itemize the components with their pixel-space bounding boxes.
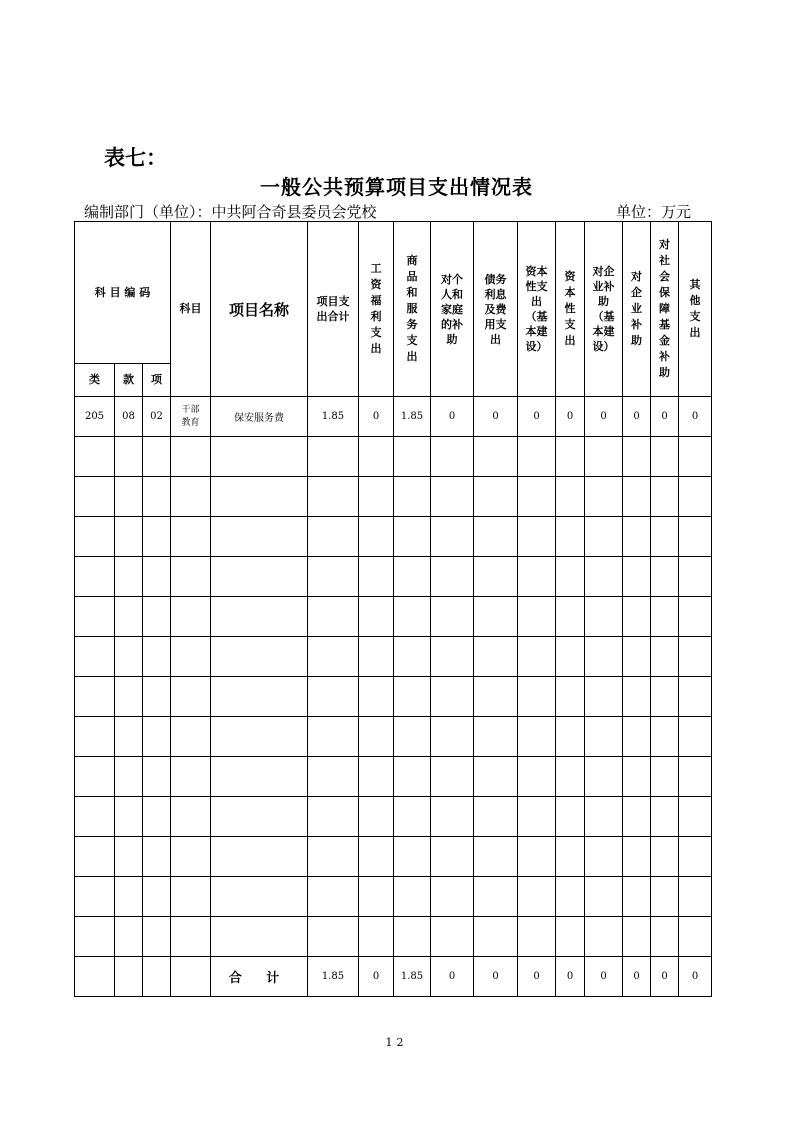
budget-table [74,221,712,997]
cell-enterprise: 0 [623,397,651,437]
totals-personal: 0 [431,957,474,997]
totals-wages: 0 [359,957,394,997]
cell-kuan: 08 [115,397,143,437]
compiling-unit: 编制部门（单位）：中共阿合奇县委员会党校 [84,203,377,221]
cell-capital: 0 [556,397,585,437]
table-row-empty [75,637,712,677]
cell-enterprise-basic: 0 [585,397,623,437]
header-enterprise-basic: 对企业补助（基本建设） [585,222,623,397]
cell-other: 0 [679,397,712,437]
totals-debt: 0 [474,957,518,997]
cell-capital-basic: 0 [518,397,556,437]
cell-personal: 0 [431,397,474,437]
header-wages: 工资福利支出 [359,222,394,397]
totals-enterprise: 0 [623,957,651,997]
cell-project-name: 保安服务费 [211,397,308,437]
cell-goods: 1.85 [394,397,431,437]
table-row-empty [75,917,712,957]
header-debt: 债务利息及费用支出 [474,222,518,397]
cell-xiang: 02 [143,397,171,437]
header-lei: 类 [75,364,115,397]
page-title: 一般公共预算项目支出情况表 [260,175,533,199]
currency-unit: 单位：万元 [616,203,692,221]
cell-social-security: 0 [651,397,679,437]
header-xiang: 项 [143,364,171,397]
totals-empty [171,957,211,997]
totals-social-security: 0 [651,957,679,997]
table-row-empty [75,557,712,597]
table-row-empty [75,477,712,517]
cell-subject: 干部教育 [171,397,211,437]
table-row-empty [75,677,712,717]
totals-capital-basic: 0 [518,957,556,997]
table-row-empty [75,837,712,877]
cell-wages: 0 [359,397,394,437]
table-row-empty [75,517,712,557]
header-subject: 科目 [171,222,211,397]
cell-lei: 205 [75,397,115,437]
table-row-empty [75,757,712,797]
header-kuan: 款 [115,364,143,397]
table-row-empty [75,717,712,757]
totals-goods: 1.85 [394,957,431,997]
totals-label: 合 计 [211,957,308,997]
totals-other: 0 [679,957,712,997]
cell-total: 1.85 [308,397,359,437]
header-capital: 资本性支出 [556,222,585,397]
table-row [75,397,712,437]
totals-empty [75,957,115,997]
totals-row [75,957,712,997]
totals-capital: 0 [556,957,585,997]
header-enterprise: 对企业补助 [623,222,651,397]
table-number: 表七： [104,145,167,170]
header-code-group: 科 目 编 码 [75,222,171,364]
page-number: 12 [385,1036,408,1049]
totals-empty [115,957,143,997]
header-capital-basic: 资本性支出（基本建设） [518,222,556,397]
header-goods: 商品和服务支出 [394,222,431,397]
header-personal: 对个人和家庭的补助 [431,222,474,397]
totals-empty [143,957,171,997]
totals-enterprise-basic: 0 [585,957,623,997]
cell-debt: 0 [474,397,518,437]
table-row-empty [75,877,712,917]
header-total: 项目支出合计 [308,222,359,397]
header-other: 其他支出 [679,222,712,397]
table-row-empty [75,797,712,837]
header-project-name: 项目名称 [211,222,308,397]
table-row-empty [75,597,712,637]
header-social-security: 对社会保障基金补助 [651,222,679,397]
table-row-empty [75,437,712,477]
totals-total: 1.85 [308,957,359,997]
header-row-1 [75,222,712,364]
